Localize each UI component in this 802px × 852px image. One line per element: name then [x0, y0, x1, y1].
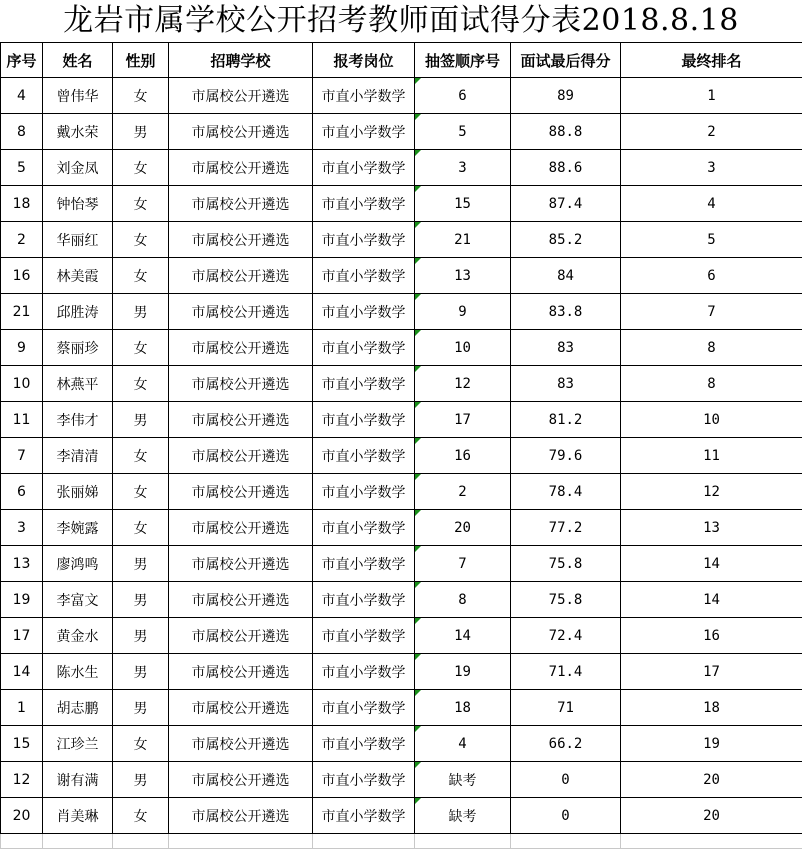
cell-post[interactable]: 市直小学数学 — [313, 582, 415, 618]
cell-seq[interactable]: 20 — [1, 798, 43, 834]
cell-draw[interactable]: 18 — [415, 690, 511, 726]
cell-school[interactable]: 市属校公开遴选 — [169, 114, 313, 150]
cell-draw[interactable]: 19 — [415, 654, 511, 690]
table-row — [1, 78, 802, 114]
cell-gender[interactable]: 女 — [113, 366, 169, 402]
table-row — [1, 510, 802, 546]
cell-draw[interactable]: 6 — [415, 78, 511, 114]
cell-name[interactable]: 李富文 — [43, 582, 113, 618]
cell-school[interactable]: 市属校公开遴选 — [169, 582, 313, 618]
cell-gender[interactable]: 女 — [113, 798, 169, 834]
cell-seq[interactable]: 5 — [1, 150, 43, 186]
cell-rank[interactable]: 3 — [621, 150, 802, 186]
table-row — [1, 762, 802, 798]
header-row — [1, 43, 802, 78]
cell-score[interactable]: 85.2 — [511, 222, 621, 258]
header-score[interactable]: 面试最后得分 — [511, 43, 621, 78]
cell-rank[interactable]: 11 — [621, 438, 802, 474]
cell-rank[interactable]: 2 — [621, 114, 802, 150]
cell-score[interactable]: 83 — [511, 366, 621, 402]
cell-school[interactable]: 市属校公开遴选 — [169, 762, 313, 798]
cell-rank[interactable]: 7 — [621, 294, 802, 330]
cell-draw[interactable]: 缺考 — [415, 762, 511, 798]
cell-gender[interactable]: 女 — [113, 78, 169, 114]
cell-score[interactable]: 0 — [511, 798, 621, 834]
cell-school[interactable]: 市属校公开遴选 — [169, 690, 313, 726]
cell-name[interactable]: 李清清 — [43, 438, 113, 474]
cell-gender[interactable]: 女 — [113, 150, 169, 186]
table-row — [1, 114, 802, 150]
table-row — [1, 654, 802, 690]
cell-gender[interactable]: 女 — [113, 438, 169, 474]
table-row — [1, 798, 802, 834]
cell-draw[interactable]: 12 — [415, 366, 511, 402]
cell-name[interactable]: 张丽娣 — [43, 474, 113, 510]
cell-school[interactable]: 市属校公开遴选 — [169, 726, 313, 762]
cell-seq[interactable]: 13 — [1, 546, 43, 582]
cell-post[interactable]: 市直小学数学 — [313, 222, 415, 258]
table-row — [1, 474, 802, 510]
cell-seq[interactable]: 1 — [1, 690, 43, 726]
cell-post[interactable]: 市直小学数学 — [313, 510, 415, 546]
cell-draw[interactable]: 8 — [415, 582, 511, 618]
cell-rank[interactable]: 5 — [621, 222, 802, 258]
cell-school[interactable]: 市属校公开遴选 — [169, 618, 313, 654]
cell-score[interactable]: 75.8 — [511, 546, 621, 582]
cell-rank[interactable]: 17 — [621, 654, 802, 690]
cell-score[interactable]: 71.4 — [511, 654, 621, 690]
cell-school[interactable]: 市属校公开遴选 — [169, 654, 313, 690]
cell-rank[interactable]: 1 — [621, 78, 802, 114]
header-draw[interactable]: 抽签顺序号 — [415, 43, 511, 78]
table-row — [1, 546, 802, 582]
cell-rank[interactable]: 8 — [621, 366, 802, 402]
cell-gender[interactable]: 女 — [113, 222, 169, 258]
cell-name[interactable]: 华丽红 — [43, 222, 113, 258]
cell-seq[interactable]: 2 — [1, 222, 43, 258]
cell-school[interactable]: 市属校公开遴选 — [169, 150, 313, 186]
cell-score[interactable]: 0 — [511, 762, 621, 798]
cell-name[interactable]: 林美霞 — [43, 258, 113, 294]
cell-score[interactable]: 83.8 — [511, 294, 621, 330]
cell-name[interactable]: 林燕平 — [43, 366, 113, 402]
cell-seq[interactable]: 11 — [1, 402, 43, 438]
table-row — [1, 726, 802, 762]
table-row — [1, 690, 802, 726]
cell-name[interactable]: 戴水荣 — [43, 114, 113, 150]
cell-post[interactable]: 市直小学数学 — [313, 546, 415, 582]
cell-seq[interactable]: 9 — [1, 330, 43, 366]
table-row — [1, 150, 802, 186]
cell-score[interactable]: 88.8 — [511, 114, 621, 150]
cell-name[interactable]: 廖鸿鸣 — [43, 546, 113, 582]
empty-cell[interactable] — [113, 834, 169, 849]
cell-name[interactable]: 陈水生 — [43, 654, 113, 690]
header-school[interactable]: 招聘学校 — [169, 43, 313, 78]
cell-gender[interactable]: 男 — [113, 654, 169, 690]
cell-draw[interactable]: 缺考 — [415, 798, 511, 834]
cell-name[interactable]: 钟怡琴 — [43, 186, 113, 222]
header-gender[interactable]: 性别 — [113, 43, 169, 78]
cell-draw[interactable]: 15 — [415, 186, 511, 222]
cell-post[interactable]: 市直小学数学 — [313, 690, 415, 726]
cell-school[interactable]: 市属校公开遴选 — [169, 78, 313, 114]
cell-seq[interactable]: 6 — [1, 474, 43, 510]
cell-seq[interactable]: 17 — [1, 618, 43, 654]
cell-draw[interactable]: 10 — [415, 330, 511, 366]
cell-gender[interactable]: 女 — [113, 330, 169, 366]
cell-score[interactable]: 78.4 — [511, 474, 621, 510]
cell-post[interactable]: 市直小学数学 — [313, 618, 415, 654]
cell-seq[interactable]: 18 — [1, 186, 43, 222]
cell-rank[interactable]: 6 — [621, 258, 802, 294]
cell-draw[interactable]: 3 — [415, 150, 511, 186]
cell-school[interactable]: 市属校公开遴选 — [169, 330, 313, 366]
cell-draw[interactable]: 20 — [415, 510, 511, 546]
cell-gender[interactable]: 女 — [113, 510, 169, 546]
cell-gender[interactable]: 女 — [113, 474, 169, 510]
cell-seq[interactable]: 14 — [1, 654, 43, 690]
cell-draw[interactable]: 7 — [415, 546, 511, 582]
empty-cell[interactable] — [511, 834, 621, 849]
cell-rank[interactable]: 20 — [621, 762, 802, 798]
cell-gender[interactable]: 男 — [113, 690, 169, 726]
cell-post[interactable]: 市直小学数学 — [313, 258, 415, 294]
cell-name[interactable]: 邱胜涛 — [43, 294, 113, 330]
cell-school[interactable]: 市属校公开遴选 — [169, 402, 313, 438]
cell-post[interactable]: 市直小学数学 — [313, 150, 415, 186]
cell-school[interactable]: 市属校公开遴选 — [169, 366, 313, 402]
table-row — [1, 438, 802, 474]
cell-seq[interactable]: 21 — [1, 294, 43, 330]
cell-post[interactable]: 市直小学数学 — [313, 330, 415, 366]
sheet-title: 龙岩市属学校公开招考教师面试得分表2018.8.18 — [63, 3, 739, 38]
empty-cell[interactable] — [415, 834, 511, 849]
cell-score[interactable]: 71 — [511, 690, 621, 726]
table-row — [1, 330, 802, 366]
cell-rank[interactable]: 20 — [621, 798, 802, 834]
cell-draw[interactable]: 16 — [415, 438, 511, 474]
header-seq[interactable]: 序号 — [1, 43, 43, 78]
cell-score[interactable]: 72.4 — [511, 618, 621, 654]
cell-draw[interactable]: 17 — [415, 402, 511, 438]
cell-name[interactable]: 江珍兰 — [43, 726, 113, 762]
empty-cell[interactable] — [313, 834, 415, 849]
cell-draw[interactable]: 4 — [415, 726, 511, 762]
cell-name[interactable]: 肖美琳 — [43, 798, 113, 834]
cell-post[interactable]: 市直小学数学 — [313, 654, 415, 690]
cell-school[interactable]: 市属校公开遴选 — [169, 186, 313, 222]
cell-gender[interactable]: 男 — [113, 762, 169, 798]
cell-post[interactable]: 市直小学数学 — [313, 114, 415, 150]
cell-rank[interactable]: 8 — [621, 330, 802, 366]
cell-post[interactable]: 市直小学数学 — [313, 402, 415, 438]
cell-name[interactable]: 刘金凤 — [43, 150, 113, 186]
header-name[interactable]: 姓名 — [43, 43, 113, 78]
table-row — [1, 366, 802, 402]
cell-rank[interactable]: 16 — [621, 618, 802, 654]
cell-seq[interactable]: 10 — [1, 366, 43, 402]
cell-school[interactable]: 市属校公开遴选 — [169, 438, 313, 474]
cell-gender[interactable]: 男 — [113, 546, 169, 582]
cell-rank[interactable]: 14 — [621, 546, 802, 582]
cell-score[interactable]: 81.2 — [511, 402, 621, 438]
cell-gender[interactable]: 女 — [113, 726, 169, 762]
cell-score[interactable]: 88.6 — [511, 150, 621, 186]
cell-rank[interactable]: 14 — [621, 582, 802, 618]
cell-seq[interactable]: 12 — [1, 762, 43, 798]
cell-draw[interactable]: 13 — [415, 258, 511, 294]
cell-post[interactable]: 市直小学数学 — [313, 474, 415, 510]
cell-gender[interactable]: 女 — [113, 186, 169, 222]
table-row — [1, 582, 802, 618]
cell-name[interactable]: 黄金水 — [43, 618, 113, 654]
cell-school[interactable]: 市属校公开遴选 — [169, 510, 313, 546]
empty-cell[interactable] — [169, 834, 313, 849]
cell-school[interactable]: 市属校公开遴选 — [169, 222, 313, 258]
cell-seq[interactable]: 3 — [1, 510, 43, 546]
table-row — [1, 618, 802, 654]
empty-row — [1, 834, 802, 849]
cell-post[interactable]: 市直小学数学 — [313, 366, 415, 402]
cell-rank[interactable]: 4 — [621, 186, 802, 222]
cell-post[interactable]: 市直小学数学 — [313, 762, 415, 798]
cell-seq[interactable]: 19 — [1, 582, 43, 618]
empty-cell[interactable] — [621, 834, 802, 849]
cell-post[interactable]: 市直小学数学 — [313, 798, 415, 834]
cell-post[interactable]: 市直小学数学 — [313, 438, 415, 474]
table-row — [1, 258, 802, 294]
cell-seq[interactable]: 15 — [1, 726, 43, 762]
cell-seq[interactable]: 4 — [1, 78, 43, 114]
header-rank[interactable]: 最终排名 — [621, 43, 802, 78]
cell-seq[interactable]: 8 — [1, 114, 43, 150]
cell-school[interactable]: 市属校公开遴选 — [169, 798, 313, 834]
cell-gender[interactable]: 女 — [113, 258, 169, 294]
cell-school[interactable]: 市属校公开遴选 — [169, 546, 313, 582]
cell-school[interactable]: 市属校公开遴选 — [169, 474, 313, 510]
cell-score[interactable]: 84 — [511, 258, 621, 294]
cell-name[interactable]: 曾伟华 — [43, 78, 113, 114]
cell-name[interactable]: 李伟才 — [43, 402, 113, 438]
empty-cell[interactable] — [1, 834, 43, 849]
cell-gender[interactable]: 男 — [113, 402, 169, 438]
cell-seq[interactable]: 16 — [1, 258, 43, 294]
score-table — [0, 42, 802, 849]
cell-seq[interactable]: 7 — [1, 438, 43, 474]
cell-gender[interactable]: 男 — [113, 582, 169, 618]
table-row — [1, 222, 802, 258]
cell-name[interactable]: 胡志鹏 — [43, 690, 113, 726]
cell-name[interactable]: 李婉露 — [43, 510, 113, 546]
cell-post[interactable]: 市直小学数学 — [313, 294, 415, 330]
cell-gender[interactable]: 男 — [113, 618, 169, 654]
cell-draw[interactable]: 14 — [415, 618, 511, 654]
cell-score[interactable]: 87.4 — [511, 186, 621, 222]
empty-cell[interactable] — [43, 834, 113, 849]
cell-rank[interactable]: 10 — [621, 402, 802, 438]
cell-gender[interactable]: 男 — [113, 114, 169, 150]
cell-rank[interactable]: 13 — [621, 510, 802, 546]
cell-rank[interactable]: 19 — [621, 726, 802, 762]
cell-draw[interactable]: 9 — [415, 294, 511, 330]
cell-school[interactable]: 市属校公开遴选 — [169, 294, 313, 330]
cell-score[interactable]: 75.8 — [511, 582, 621, 618]
cell-name[interactable]: 蔡丽珍 — [43, 330, 113, 366]
header-post[interactable]: 报考岗位 — [313, 43, 415, 78]
table-row — [1, 186, 802, 222]
cell-gender[interactable]: 男 — [113, 294, 169, 330]
table-row — [1, 402, 802, 438]
cell-post[interactable]: 市直小学数学 — [313, 78, 415, 114]
cell-post[interactable]: 市直小学数学 — [313, 186, 415, 222]
cell-rank[interactable]: 12 — [621, 474, 802, 510]
cell-score[interactable]: 66.2 — [511, 726, 621, 762]
table-row — [1, 294, 802, 330]
cell-school[interactable]: 市属校公开遴选 — [169, 258, 313, 294]
cell-score[interactable]: 79.6 — [511, 438, 621, 474]
cell-score[interactable]: 83 — [511, 330, 621, 366]
cell-draw[interactable]: 21 — [415, 222, 511, 258]
cell-score[interactable]: 77.2 — [511, 510, 621, 546]
cell-rank[interactable]: 18 — [621, 690, 802, 726]
cell-draw[interactable]: 2 — [415, 474, 511, 510]
cell-name[interactable]: 谢有满 — [43, 762, 113, 798]
cell-score[interactable]: 89 — [511, 78, 621, 114]
cell-post[interactable]: 市直小学数学 — [313, 726, 415, 762]
cell-draw[interactable]: 5 — [415, 114, 511, 150]
